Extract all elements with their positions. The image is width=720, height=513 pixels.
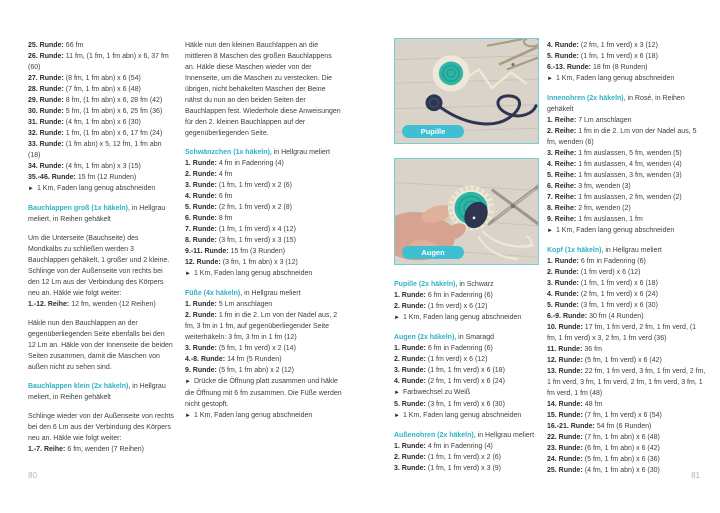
page81-col2 — [547, 40, 707, 484]
instruction-line — [185, 246, 342, 257]
instruction-line — [28, 84, 174, 95]
text-block — [28, 318, 174, 373]
row-text: (5 fm, 1 fm abn) x 6 (36) — [584, 456, 660, 463]
row-text: 30 fm (4 Runden) — [589, 313, 644, 320]
row-text: (6 fm, 1 fm abn) x 6 (42) — [584, 445, 660, 452]
row-label: 7. Reihe: — [547, 194, 577, 201]
section-heading — [547, 93, 707, 115]
row-text: 6 fm — [218, 193, 233, 200]
row-label: 6.-13. Runde: — [547, 64, 591, 71]
instruction-note — [547, 73, 707, 85]
instruction-line — [547, 40, 707, 51]
row-label: 13. Runde: — [547, 368, 583, 375]
instruction-line — [547, 355, 707, 366]
instruction-line — [547, 214, 707, 225]
instruction-line — [547, 454, 707, 465]
row-label: 28. Runde: — [28, 86, 64, 93]
row-text: (1 fm, 1 fm verd) x 2 (6) — [427, 454, 502, 461]
section-heading — [394, 430, 539, 441]
instruction-line — [547, 181, 707, 192]
row-text: 15 fm (12 Runden) — [77, 174, 137, 181]
heading-subtitle: in Hellgrau meliert — [242, 290, 301, 297]
bullet-arrow-icon: ► — [28, 186, 34, 192]
page-number-left: 80 — [28, 471, 37, 480]
instruction-line — [547, 344, 707, 355]
page81-col1 — [394, 38, 539, 482]
bullet-arrow-icon: ► — [394, 390, 400, 396]
instruction-line — [394, 441, 539, 452]
note-text: 1 Km, Faden lang genug abschneiden — [402, 412, 522, 419]
note-text: 1 Km, Faden lang genug abschneiden — [193, 412, 313, 419]
row-text: (4 fm, 1 fm abn) x 6 (30) — [584, 467, 660, 474]
row-text: (4 fm, 1 fm abn) x 3 (15) — [65, 163, 141, 170]
text-block — [28, 233, 174, 310]
row-text: (5 fm, 1 fm abn) x 2 (12) — [218, 367, 294, 374]
instruction-line — [547, 399, 707, 410]
row-text: 54 fm (6 Runden) — [596, 423, 652, 430]
paragraph: Schlinge wieder von der Außenseite von rechts bei den 6 Lm aus der Verbindung des Körpers neu an. Häkle wie folgt weiter: — [28, 413, 174, 442]
row-label: 4. Reihe: — [547, 161, 577, 168]
row-label: 9. Reihe: — [547, 216, 577, 223]
instruction-line — [547, 421, 707, 432]
row-text: 8 fm — [218, 215, 233, 222]
instruction-line — [28, 51, 174, 73]
heading-subtitle: in Hellgrau meliert — [603, 247, 662, 254]
row-label: 6. Runde: — [185, 215, 217, 222]
instruction-line — [28, 117, 174, 128]
row-text: 3 fm, wenden (3) — [578, 183, 631, 190]
row-text: 1 fm in die 2. Lm von der Nadel aus, 5 fm, wenden (6) — [547, 128, 697, 146]
row-text: (5 fm, 1 fm verd) x 6 (42) — [584, 357, 662, 364]
row-label: 4.-8. Runde: — [185, 356, 226, 363]
row-text: 8 fm, (1 fm abn) x 6, 28 fm (42) — [65, 97, 163, 104]
row-text: 1 fm auslassen, 4 fm, wenden (4) — [578, 161, 682, 168]
row-label: 25. Runde: — [28, 42, 64, 49]
instruction-line — [185, 191, 342, 202]
instruction-note — [394, 410, 539, 422]
instruction-line — [547, 322, 707, 344]
bullet-arrow-icon: ► — [394, 413, 400, 419]
row-text: 4 fm in Fadenring (4) — [427, 443, 493, 450]
instruction-line — [547, 51, 707, 62]
instruction-line — [185, 257, 342, 268]
row-text: 6 fm in Fadenring (6) — [427, 292, 493, 299]
instruction-line — [547, 148, 707, 159]
row-text: (2 fm, 1 fm verd) x 6 (24) — [580, 291, 658, 298]
row-text: (1 fm, 1 fm verd) x 6 (18) — [580, 53, 658, 60]
row-text: (1 fm, 1 fm verd) x 4 (12) — [218, 226, 296, 233]
row-text: 22 fm, 1 fm verd, 3 fm, 1 fm verd, 2 fm, 1 fm verd, 3 fm, 1 fm verd, 2 fm, 1 fm verd, 3 fm, 1 fm verd, 1 fm (48) — [547, 368, 706, 397]
note-text: 1 Km, Faden lang genug abschneiden — [555, 227, 675, 234]
row-text: 7 Lm anschlagen — [578, 117, 632, 124]
row-label: 3. Runde: — [547, 280, 579, 287]
heading-subtitle: in Hellgrau meliert — [475, 432, 535, 439]
heading-title: Außenohren (2x häkeln), — [394, 432, 476, 439]
section-heading — [547, 245, 707, 256]
note-text: 1 Km, Faden lang genug abschneiden — [36, 185, 156, 192]
row-text: 18 fm (8 Runden) — [592, 64, 648, 71]
heading-subtitle: in Hellgrau meliert — [271, 149, 331, 156]
instruction-line — [28, 172, 174, 183]
row-label: 1. Reihe: — [547, 117, 577, 124]
row-text: 5 fm, (1 fm abn) x 6, 25 fm (36) — [65, 108, 163, 115]
note-text: 1 Km, Faden lang genug abschneiden — [555, 75, 675, 82]
row-text: (2 fm, 1 fm verd) x 2 (8) — [218, 204, 293, 211]
paragraph: Häkle nun den Bauchlappen an der gegenüberliegenden Seite ebenfalls bei den 12 Lm an. Häkle von der Innenseite die beiden Seiten zusammen, damit die Maschen von außen nicht zu sehen sind. — [28, 320, 173, 371]
instruction-line — [185, 299, 342, 310]
row-label: 3. Runde: — [394, 465, 426, 472]
row-label: 6.-9. Runde: — [547, 313, 588, 320]
text-block — [547, 93, 707, 237]
instruction-line — [185, 235, 342, 246]
instruction-note — [28, 183, 174, 195]
text-block — [185, 40, 342, 139]
row-text: (7 fm, 1 fm verd) x 6 (54) — [584, 412, 662, 419]
row-text: (7 fm, 1 fm abn) x 6 (48) — [65, 86, 141, 93]
row-text: 1 fm auslassen, 1 fm — [578, 216, 643, 223]
row-text: 4 fm in Fadenring (4) — [218, 160, 284, 167]
row-text: 6 fm in Fadenring (6) — [427, 345, 493, 352]
row-text: (1 fm verd) x 6 (12) — [427, 356, 488, 363]
row-label: 2. Runde: — [394, 356, 426, 363]
row-label: 9. Runde: — [185, 367, 217, 374]
instruction-note — [394, 312, 539, 324]
row-label: 12. Runde: — [185, 259, 221, 266]
row-label: 6. Reihe: — [547, 183, 577, 190]
photo-augen — [394, 158, 539, 265]
row-label: 2. Reihe: — [547, 128, 577, 135]
bullet-arrow-icon: ► — [547, 228, 553, 234]
instruction-line — [547, 443, 707, 454]
row-label: 35.-46. Runde: — [28, 174, 76, 181]
heading-title: Innenohren (2x häkeln), — [547, 95, 626, 102]
instruction-note — [185, 376, 342, 410]
row-text: (1 fm abn) x 5, 12 fm, 1 fm abn (18) — [28, 141, 162, 159]
row-text: (7 fm, 1 fm abn) x 6 (48) — [584, 434, 660, 441]
row-text: (2 fm, 1 fm verd) x 6 (24) — [427, 378, 505, 385]
instruction-line — [185, 180, 342, 191]
instruction-line — [394, 354, 539, 365]
row-text: 1 fm auslassen, 2 fm, wenden (2) — [578, 194, 682, 201]
crochet-circle-teal — [436, 58, 467, 88]
row-text: (1 fm verd) x 6 (12) — [427, 303, 488, 310]
row-label: 1. Runde: — [547, 258, 579, 265]
heading-title: Pupille (2x häkeln), — [394, 281, 458, 288]
instruction-line — [28, 128, 174, 139]
row-text: 1 fm auslassen, 3 fm, wenden (3) — [578, 172, 682, 179]
heading-subtitle: in Schwarz — [457, 281, 494, 288]
page-number-right: 81 — [691, 471, 700, 480]
row-text: 36 fm — [584, 346, 602, 353]
instruction-line — [547, 267, 707, 278]
section-heading — [394, 332, 539, 343]
instruction-line — [394, 290, 539, 301]
row-label: 2. Runde: — [547, 269, 579, 276]
row-text: 11 fm, (1 fm, 1 fm abn) x 6, 37 fm (60) — [28, 53, 169, 71]
row-text: 14 fm (5 Runden) — [227, 356, 282, 363]
row-label: 4. Runde: — [547, 42, 579, 49]
row-label: 3. Runde: — [185, 182, 217, 189]
instruction-line — [185, 224, 342, 235]
instruction-line — [547, 192, 707, 203]
instruction-line — [547, 465, 707, 476]
row-label: 14. Runde: — [547, 401, 583, 408]
instruction-line — [28, 95, 174, 106]
instruction-line — [547, 289, 707, 300]
paragraph: Häkle nun den kleinen Bauchlappen an die mittleren 8 Maschen des großen Bauchlappens an. Häkle diese Maschen wieder von der Innenseite, um die Maschen zu verstecken. Die übrigen, nicht behäkelten Maschen der Beine nähst du nun an den beiden Seiten der Bauchlappen fest. Wiederhole diese Anweisungen für den 2. kleinen Bauchlappen auf der gegenüberliegenden Seite. — [185, 42, 341, 137]
instruction-line — [547, 62, 707, 73]
photo-pupille — [394, 38, 539, 144]
text-block — [394, 158, 539, 265]
row-text: (3 fm, 1 fm verd) x 6 (30) — [580, 302, 658, 309]
instruction-line — [547, 366, 707, 399]
row-label: 2. Runde: — [185, 171, 217, 178]
note-text: Farbwechsel zu Weiß — [402, 389, 471, 396]
heading-title: Bauchlappen groß (1x häkeln), — [28, 205, 130, 212]
instruction-line — [547, 126, 707, 148]
instruction-line — [394, 376, 539, 387]
row-text: (3 fm, 1 fm abn) x 3 (12) — [222, 259, 298, 266]
instruction-line — [547, 410, 707, 421]
row-label: 9.-11. Runde: — [185, 248, 229, 255]
text-block — [28, 203, 174, 225]
row-label: 34. Runde: — [28, 163, 64, 170]
row-text: 6 fm, wenden (7 Reihen) — [67, 446, 145, 453]
instruction-line — [547, 311, 707, 322]
row-label: 10. Runde: — [547, 324, 583, 331]
instruction-line — [28, 299, 174, 310]
instruction-line — [547, 203, 707, 214]
photo-caption-pill: Augen — [402, 246, 464, 259]
row-label: 1. Runde: — [185, 160, 217, 167]
section-heading — [185, 147, 342, 158]
row-text: 1 fm, (1 fm abn) x 6, 17 fm (24) — [65, 130, 163, 137]
row-label: 1. Runde: — [394, 345, 426, 352]
instruction-line — [28, 73, 174, 84]
row-text: 5 Lm anschlagen — [218, 301, 273, 308]
instruction-line — [394, 463, 539, 474]
row-label: 5. Reihe: — [547, 172, 577, 179]
row-text: (3 fm, 1 fm verd) x 3 (15) — [218, 237, 296, 244]
row-label: 16.-21. Runde: — [547, 423, 595, 430]
instruction-line — [185, 310, 342, 343]
heading-subtitle: in Rosé, in Reihen gehäkelt — [547, 95, 685, 113]
note-text: 1 Km, Faden lang genug abschneiden — [193, 270, 313, 277]
row-label: 5. Runde: — [547, 53, 579, 60]
row-text: 1 fm auslassen, 5 fm, wenden (5) — [578, 150, 682, 157]
instruction-line — [185, 202, 342, 213]
row-text: 1 fm in die 2. Lm von der Nadel aus, 2 fm, 3 fm in 1 fm, auf gegenüberliegender Seite weiterhäkeln: 3 fm, 3 fm in 1 fm (12) — [185, 312, 338, 341]
row-text: (5 fm, 1 fm verd) x 2 (14) — [218, 345, 296, 352]
row-label: 31. Runde: — [28, 119, 64, 126]
text-block — [394, 332, 539, 422]
instruction-line — [394, 399, 539, 410]
instruction-note — [394, 387, 539, 399]
heading-title: Schwänzchen (1x häkeln), — [185, 149, 272, 156]
row-label: 24. Runde: — [547, 456, 583, 463]
instruction-line — [394, 452, 539, 463]
row-label: 3. Reihe: — [547, 150, 577, 157]
instruction-line — [28, 106, 174, 117]
instruction-line — [547, 278, 707, 289]
row-label: 12. Runde: — [547, 357, 583, 364]
row-label: 5. Runde: — [394, 401, 426, 408]
text-block — [185, 288, 342, 422]
heading-subtitle: in Smaragd — [456, 334, 494, 341]
row-label: 25. Runde: — [547, 467, 583, 474]
row-label: 8. Runde: — [185, 237, 217, 244]
row-label: 1. Runde: — [394, 443, 426, 450]
section-heading — [28, 381, 174, 403]
note-text: Drücke die Öffnung platt zusammen und häkle die Öffnung mit 6 fm zusammen. Die Füße werden nicht gestopft. — [185, 378, 342, 408]
row-text: 48 fm — [584, 401, 603, 408]
row-text: 66 fm — [65, 42, 84, 49]
row-label: 15. Runde: — [547, 412, 583, 419]
instruction-line — [547, 170, 707, 181]
instruction-note — [185, 268, 342, 280]
instruction-line — [394, 343, 539, 354]
heading-title: Augen (2x häkeln), — [394, 334, 457, 341]
row-text: (8 fm, 1 fm abn) x 6 (54) — [65, 75, 141, 82]
row-label: 26. Runde: — [28, 53, 64, 60]
row-label: 2. Runde: — [394, 454, 426, 461]
heading-subtitle: in Hellgrau meliert, in Reihen gehäkelt — [28, 383, 166, 401]
note-text: 1 Km, Faden lang genug abschneiden — [402, 314, 522, 321]
instruction-line — [547, 432, 707, 443]
row-label: 27. Runde: — [28, 75, 64, 82]
row-label: 5. Runde: — [547, 302, 579, 309]
row-text: (1 fm, 1 fm verd) x 2 (6) — [218, 182, 293, 189]
page80-col1 — [28, 40, 174, 463]
instruction-line — [547, 115, 707, 126]
instruction-line — [185, 343, 342, 354]
instruction-line — [28, 139, 174, 161]
row-label: 1.-12. Reihe: — [28, 301, 70, 308]
text-block — [28, 411, 174, 455]
bullet-arrow-icon: ► — [394, 315, 400, 321]
instruction-line — [185, 213, 342, 224]
heading-title: Bauchlappen klein (2x häkeln), — [28, 383, 131, 390]
photo-caption-pill: Pupille — [402, 125, 464, 138]
instruction-line — [28, 161, 174, 172]
instruction-note — [185, 410, 342, 422]
section-heading — [394, 279, 539, 290]
row-text: (2 fm, 1 fm verd) x 3 (12) — [580, 42, 658, 49]
instruction-line — [185, 158, 342, 169]
heading-title: Füße (4x häkeln), — [185, 290, 243, 297]
row-label: 5. Runde: — [185, 204, 217, 211]
row-label: 23. Runde: — [547, 445, 583, 452]
row-label: 4. Runde: — [185, 193, 217, 200]
row-label: 1. Runde: — [394, 292, 426, 299]
row-label: 8. Reihe: — [547, 205, 577, 212]
section-heading — [28, 203, 174, 225]
instruction-line — [185, 354, 342, 365]
instruction-line — [394, 365, 539, 376]
row-label: 30. Runde: — [28, 108, 64, 115]
row-label: 2. Runde: — [185, 312, 217, 319]
row-text: (3 fm, 1 fm verd) x 6 (30) — [427, 401, 505, 408]
section-heading — [185, 288, 342, 299]
page80-col2 — [185, 40, 342, 430]
row-text: (1 fm, 1 fm verd) x 6 (18) — [580, 280, 658, 287]
instruction-line — [185, 365, 342, 376]
text-block — [394, 38, 539, 144]
heading-title: Kopf (1x häkeln), — [547, 247, 604, 254]
heading-subtitle: in Hellgrau meliert, in Reihen gehäkelt — [28, 205, 166, 223]
instruction-line — [185, 169, 342, 180]
instruction-line — [28, 40, 174, 51]
row-text: 12 fm, wenden (12 Reihen) — [71, 301, 156, 308]
row-text: (4 fm, 1 fm abn) x 6 (30) — [65, 119, 141, 126]
bullet-arrow-icon: ► — [185, 271, 191, 277]
row-text: 4 fm — [218, 171, 233, 178]
row-label: 1. Runde: — [185, 301, 217, 308]
text-block — [185, 147, 342, 280]
instruction-note — [547, 225, 707, 237]
bullet-arrow-icon: ► — [185, 379, 191, 385]
instruction-line — [547, 256, 707, 267]
row-text: 15 fm (3 Runden) — [230, 248, 286, 255]
row-label: 4. Runde: — [547, 291, 579, 298]
row-label: 1.-7. Reihe: — [28, 446, 66, 453]
text-block — [394, 430, 539, 474]
row-text: (1 fm verd) x 6 (12) — [580, 269, 641, 276]
row-text: 2 fm, wenden (2) — [578, 205, 631, 212]
instruction-line — [394, 301, 539, 312]
row-label: 33. Runde: — [28, 141, 64, 148]
row-label: 4. Runde: — [394, 378, 426, 385]
text-block — [28, 381, 174, 403]
text-block — [547, 245, 707, 476]
row-label: 3. Runde: — [185, 345, 217, 352]
text-block — [394, 279, 539, 324]
row-label: 7. Runde: — [185, 226, 217, 233]
row-label: 22. Runde: — [547, 434, 583, 441]
row-text: (1 fm, 1 fm verd) x 3 (9) — [427, 465, 502, 472]
bullet-arrow-icon: ► — [547, 76, 553, 82]
row-text: 17 fm, 1 fm verd, 2 fm, 1 fm verd, (1 fm, 1 fm verd) x 3, 2 fm, 1 fm verd (36) — [547, 324, 697, 342]
instruction-line — [547, 159, 707, 170]
row-label: 29. Runde: — [28, 97, 64, 104]
paragraph: Um die Unterseite (Bauchseite) des Mondkalbs zu schließen werden 3 Bauchlappen gehäkelt, 1 großer und 2 kleine. Schlinge von der Außenseite von rechts bei den 12 Lm aus der Verbindung des Körpers neu an. Häkle wie folgt weiter: — [28, 235, 170, 297]
instruction-line — [28, 444, 174, 455]
row-label: 2. Runde: — [394, 303, 426, 310]
row-label: 11. Runde: — [547, 346, 583, 353]
instruction-line — [547, 300, 707, 311]
text-block — [28, 40, 174, 195]
row-label: 3. Runde: — [394, 367, 426, 374]
bullet-arrow-icon: ► — [185, 413, 191, 419]
row-text: 6 fm in Fadenring (6) — [580, 258, 646, 265]
row-text: (1 fm, 1 fm verd) x 6 (18) — [427, 367, 505, 374]
text-block — [547, 40, 707, 85]
row-label: 32. Runde: — [28, 130, 64, 137]
